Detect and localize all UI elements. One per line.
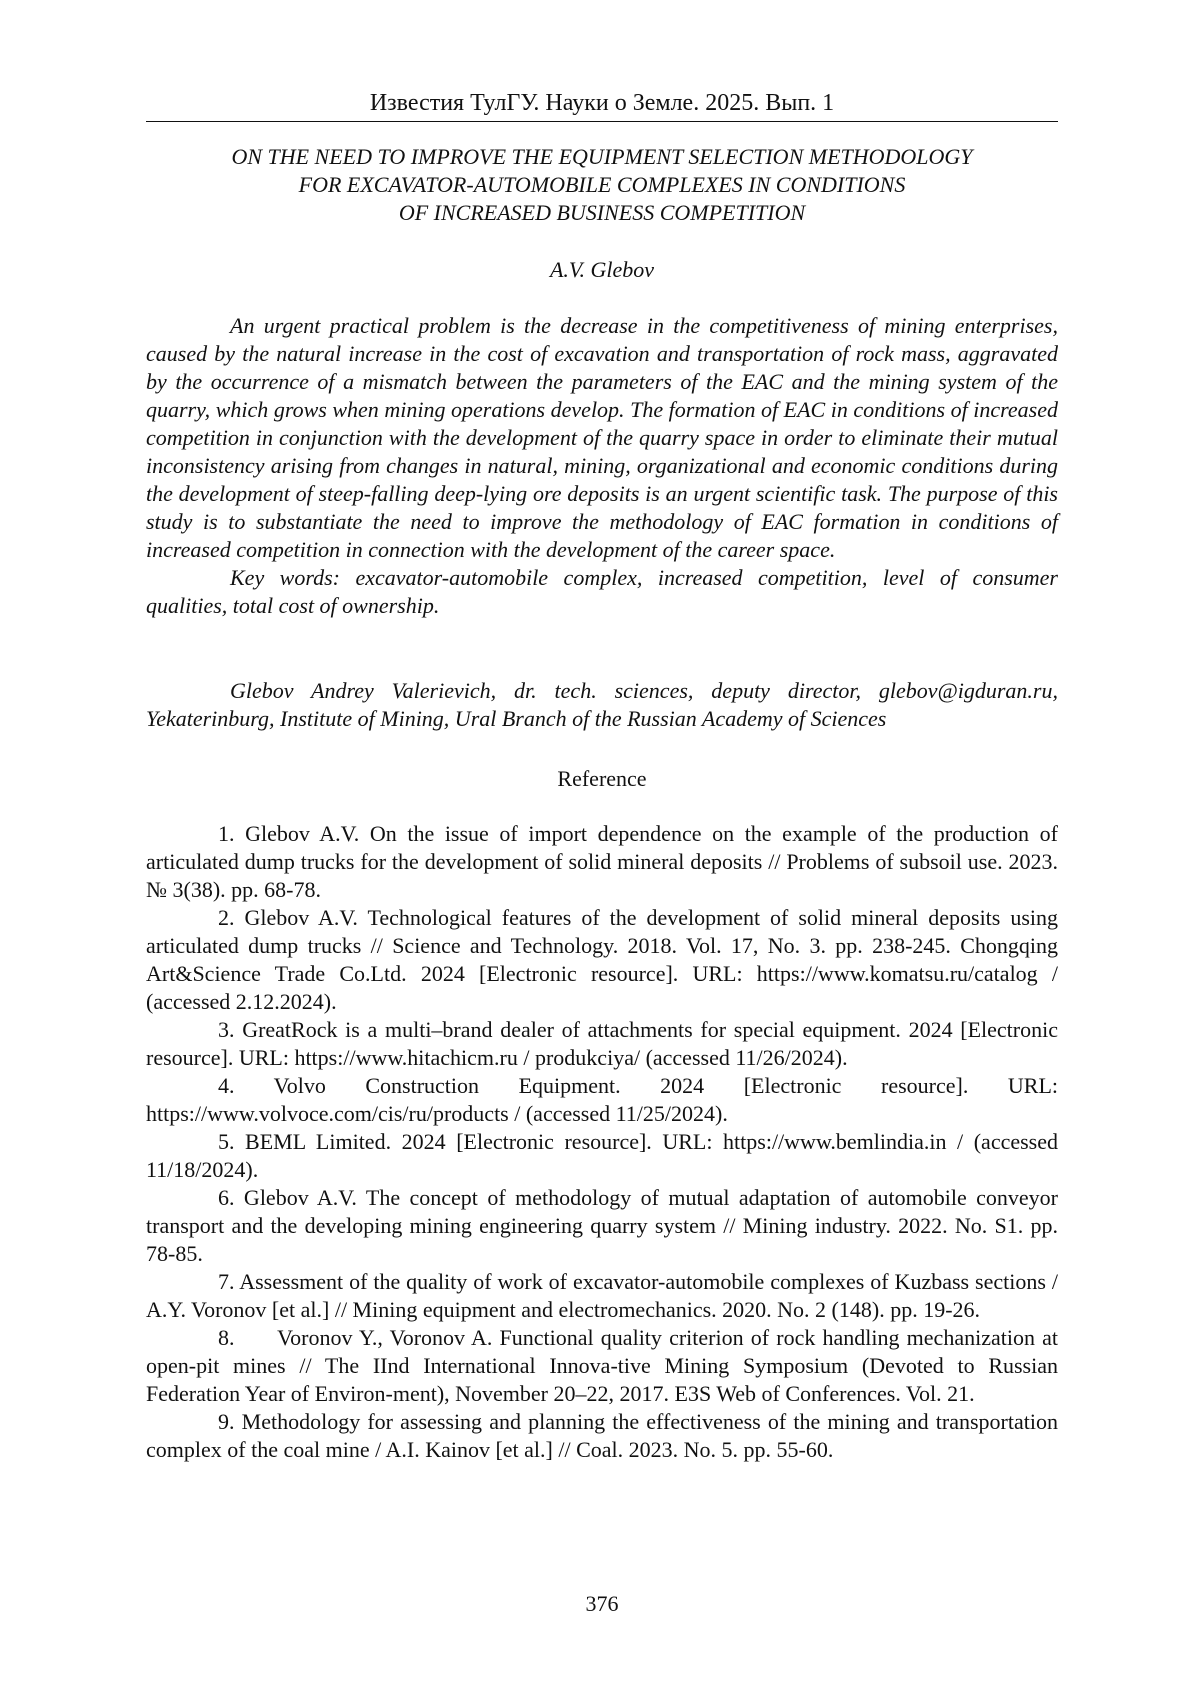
title-line-2: FOR EXCAVATOR-AUTOMOBILE COMPLEXES IN CONDITIONS: [298, 172, 906, 197]
reference-item-3: 3. GreatRock is a multi–brand dealer of attachments for special equipment. 2024 [Electronic resource]. URL: https://www.hitachicm.ru / produkciya/ (accessed 11/26/2024).: [146, 1017, 1058, 1070]
title-line-3: OF INCREASED BUSINESS COMPETITION: [398, 200, 806, 225]
author-name: A.V. Glebov: [549, 257, 655, 282]
journal-running-header: Известия ТулГУ. Науки о Земле. 2025. Вып. 1: [146, 88, 1058, 122]
reference-list: [146, 820, 1064, 1464]
reference-item-6: 6. Glebov A.V. The concept of methodology of mutual adaptation of automobile conveyor transport and the developing mining engineering quarry system // Mining industry. 2022. No. S1. pp. 78-85.: [146, 1185, 1058, 1266]
reference-item-2: 2. Glebov A.V. Technological features of the development of solid mineral deposits using articulated dump trucks // Science and Technology. 2018. Vol. 17, No. 3. pp. 238-245. Chongqing Art&Science Trade Co.Ltd. 2024 [Electronic resource]. URL: https://www.komatsu.ru/catalog / (accessed 2.12.2024).: [146, 905, 1058, 1014]
title-line-1: ON THE NEED TO IMPROVE THE EQUIPMENT SELECTION METHODOLOGY: [231, 144, 973, 169]
reference-item-5: 5. BEML Limited. 2024 [Electronic resource]. URL: https://www.bemlindia.in / (accessed 11/18/2024).: [146, 1129, 1058, 1182]
author-affiliation: [146, 677, 1058, 733]
keywords: Key words: excavator-automobile complex, increased competition, level of consumer qualities, total cost of ownership.: [146, 565, 1058, 618]
references-heading: Reference: [557, 766, 647, 791]
reference-item-7: 7. Assessment of the quality of work of excavator-automobile complexes of Kuzbass sections / A.Y. Voronov [et al.] // Mining equipment and electromechanics. 2020. No. 2 (148). pp. 19-26.: [146, 1269, 1058, 1322]
reference-item-4: 4. Volvo Construction Equipment. 2024 [Electronic resource]. URL: https://www.volvoce.com/cis/ru/products / (accessed 11/25/2024).: [146, 1073, 1058, 1126]
reference-item-9: 9. Methodology for assessing and planning the effectiveness of the mining and transportation complex of the coal mine / A.I. Kainov [et al.] // Coal. 2023. No. 5. pp. 55-60.: [146, 1409, 1058, 1462]
paper-title: [146, 143, 1058, 227]
affiliation-text: Glebov Andrey Valerievich, dr. tech. sciences, deputy director, glebov@igduran.ru, Yekaterinburg, Institute of Mining, Ural Branch of the Russian Academy of Sciences: [146, 678, 1058, 731]
reference-item-8: 8. Voronov Y., Voronov A. Functional quality criterion of rock handling mechanization at open-pit mines // The IInd International Innova-tive Mining Symposium (Devoted to Russian Federation Year of Environ-ment), November 20–22, 2017. E3S Web of Conferences. Vol. 21.: [146, 1325, 1064, 1406]
reference-item-1: 1. Glebov A.V. On the issue of import dependence on the example of the production of articulated dump trucks for the development of solid mineral deposits // Problems of subsoil use. 2023. № 3(38). pp. 68-78.: [146, 821, 1058, 902]
abstract-text: An urgent practical problem is the decrease in the competitiveness of mining enterprises, caused by the natural increase in the cost of excavation and transportation of rock mass, aggravated by the occurrence of a mismatch between the parameters of the EAC and the mining system of the quarry, which grows when mining operations develop. The formation of EAC in conditions of increased competition in conjunction with the development of the quarry space in order to eliminate their mutual inconsistency arising from changes in natural, mining, organizational and economic conditions during the development of steep-falling deep-lying ore deposits is an urgent scientific task. The purpose of this study is to substantiate the need to improve the methodology of EAC formation in conditions of increased competition in connection with the development of the career space.: [146, 313, 1058, 562]
abstract: [146, 312, 1058, 620]
page-number: 376: [585, 1591, 619, 1616]
